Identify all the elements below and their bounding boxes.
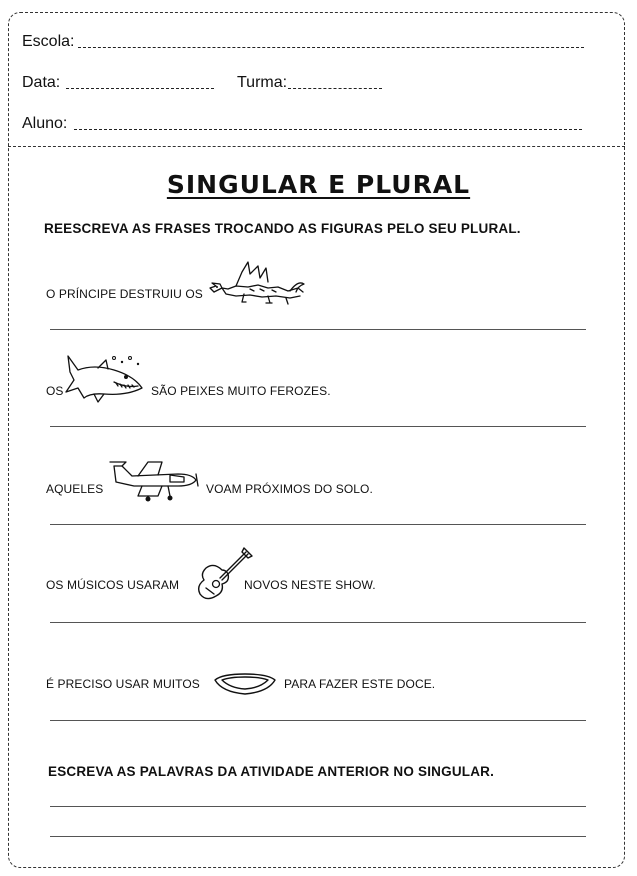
instruction-1: REESCREVA AS FRASES TROCANDO AS FIGURAS PELO SEU PLURAL. [44, 221, 521, 236]
sentence-4-before: OS MÚSICOS USARAM [46, 578, 180, 592]
airplane-icon [108, 458, 200, 502]
date-label: Data: [22, 74, 61, 91]
answer-line-4[interactable] [50, 622, 586, 623]
answer-line-6[interactable] [50, 806, 586, 807]
sentence-5-after: PARA FAZER ESTE DOCE. [284, 677, 436, 691]
class-label: Turma: [237, 74, 288, 91]
answer-line-2[interactable] [50, 426, 586, 427]
instruction-2: ESCREVA AS PALAVRAS DA ATIVIDADE ANTERIOR NO SINGULAR. [48, 764, 495, 779]
sentence-2-before: OS [46, 384, 64, 398]
school-field[interactable] [78, 47, 584, 48]
date-field[interactable] [66, 88, 214, 89]
guitar-icon [192, 544, 256, 602]
answer-line-3[interactable] [50, 524, 586, 525]
school-label: Escola: [22, 33, 75, 50]
header-divider [8, 146, 625, 147]
sentence-3-after: VOAM PRÓXIMOS DO SOLO. [206, 482, 373, 496]
sentence-5-before: É PRECISO USAR MUITOS [46, 677, 200, 691]
student-field[interactable] [74, 129, 582, 130]
shark-icon [64, 352, 146, 406]
dragon-icon [206, 258, 306, 306]
student-label: Aluno: [22, 115, 68, 132]
sentence-2-after: SÃO PEIXES MUITO FEROZES. [151, 384, 331, 398]
answer-line-5[interactable] [50, 720, 586, 721]
worksheet-border [8, 12, 625, 868]
answer-line-7[interactable] [50, 836, 586, 837]
sentence-3-before: AQUELES [46, 482, 104, 496]
answer-line-1[interactable] [50, 329, 586, 330]
sentence-4-after: NOVOS NESTE SHOW. [244, 578, 376, 592]
class-field[interactable] [288, 88, 382, 89]
pan-icon [212, 668, 278, 698]
page-title: SINGULAR E PLURAL [166, 170, 471, 199]
sentence-1-before: O PRÍNCIPE DESTRUIU OS [46, 287, 203, 301]
